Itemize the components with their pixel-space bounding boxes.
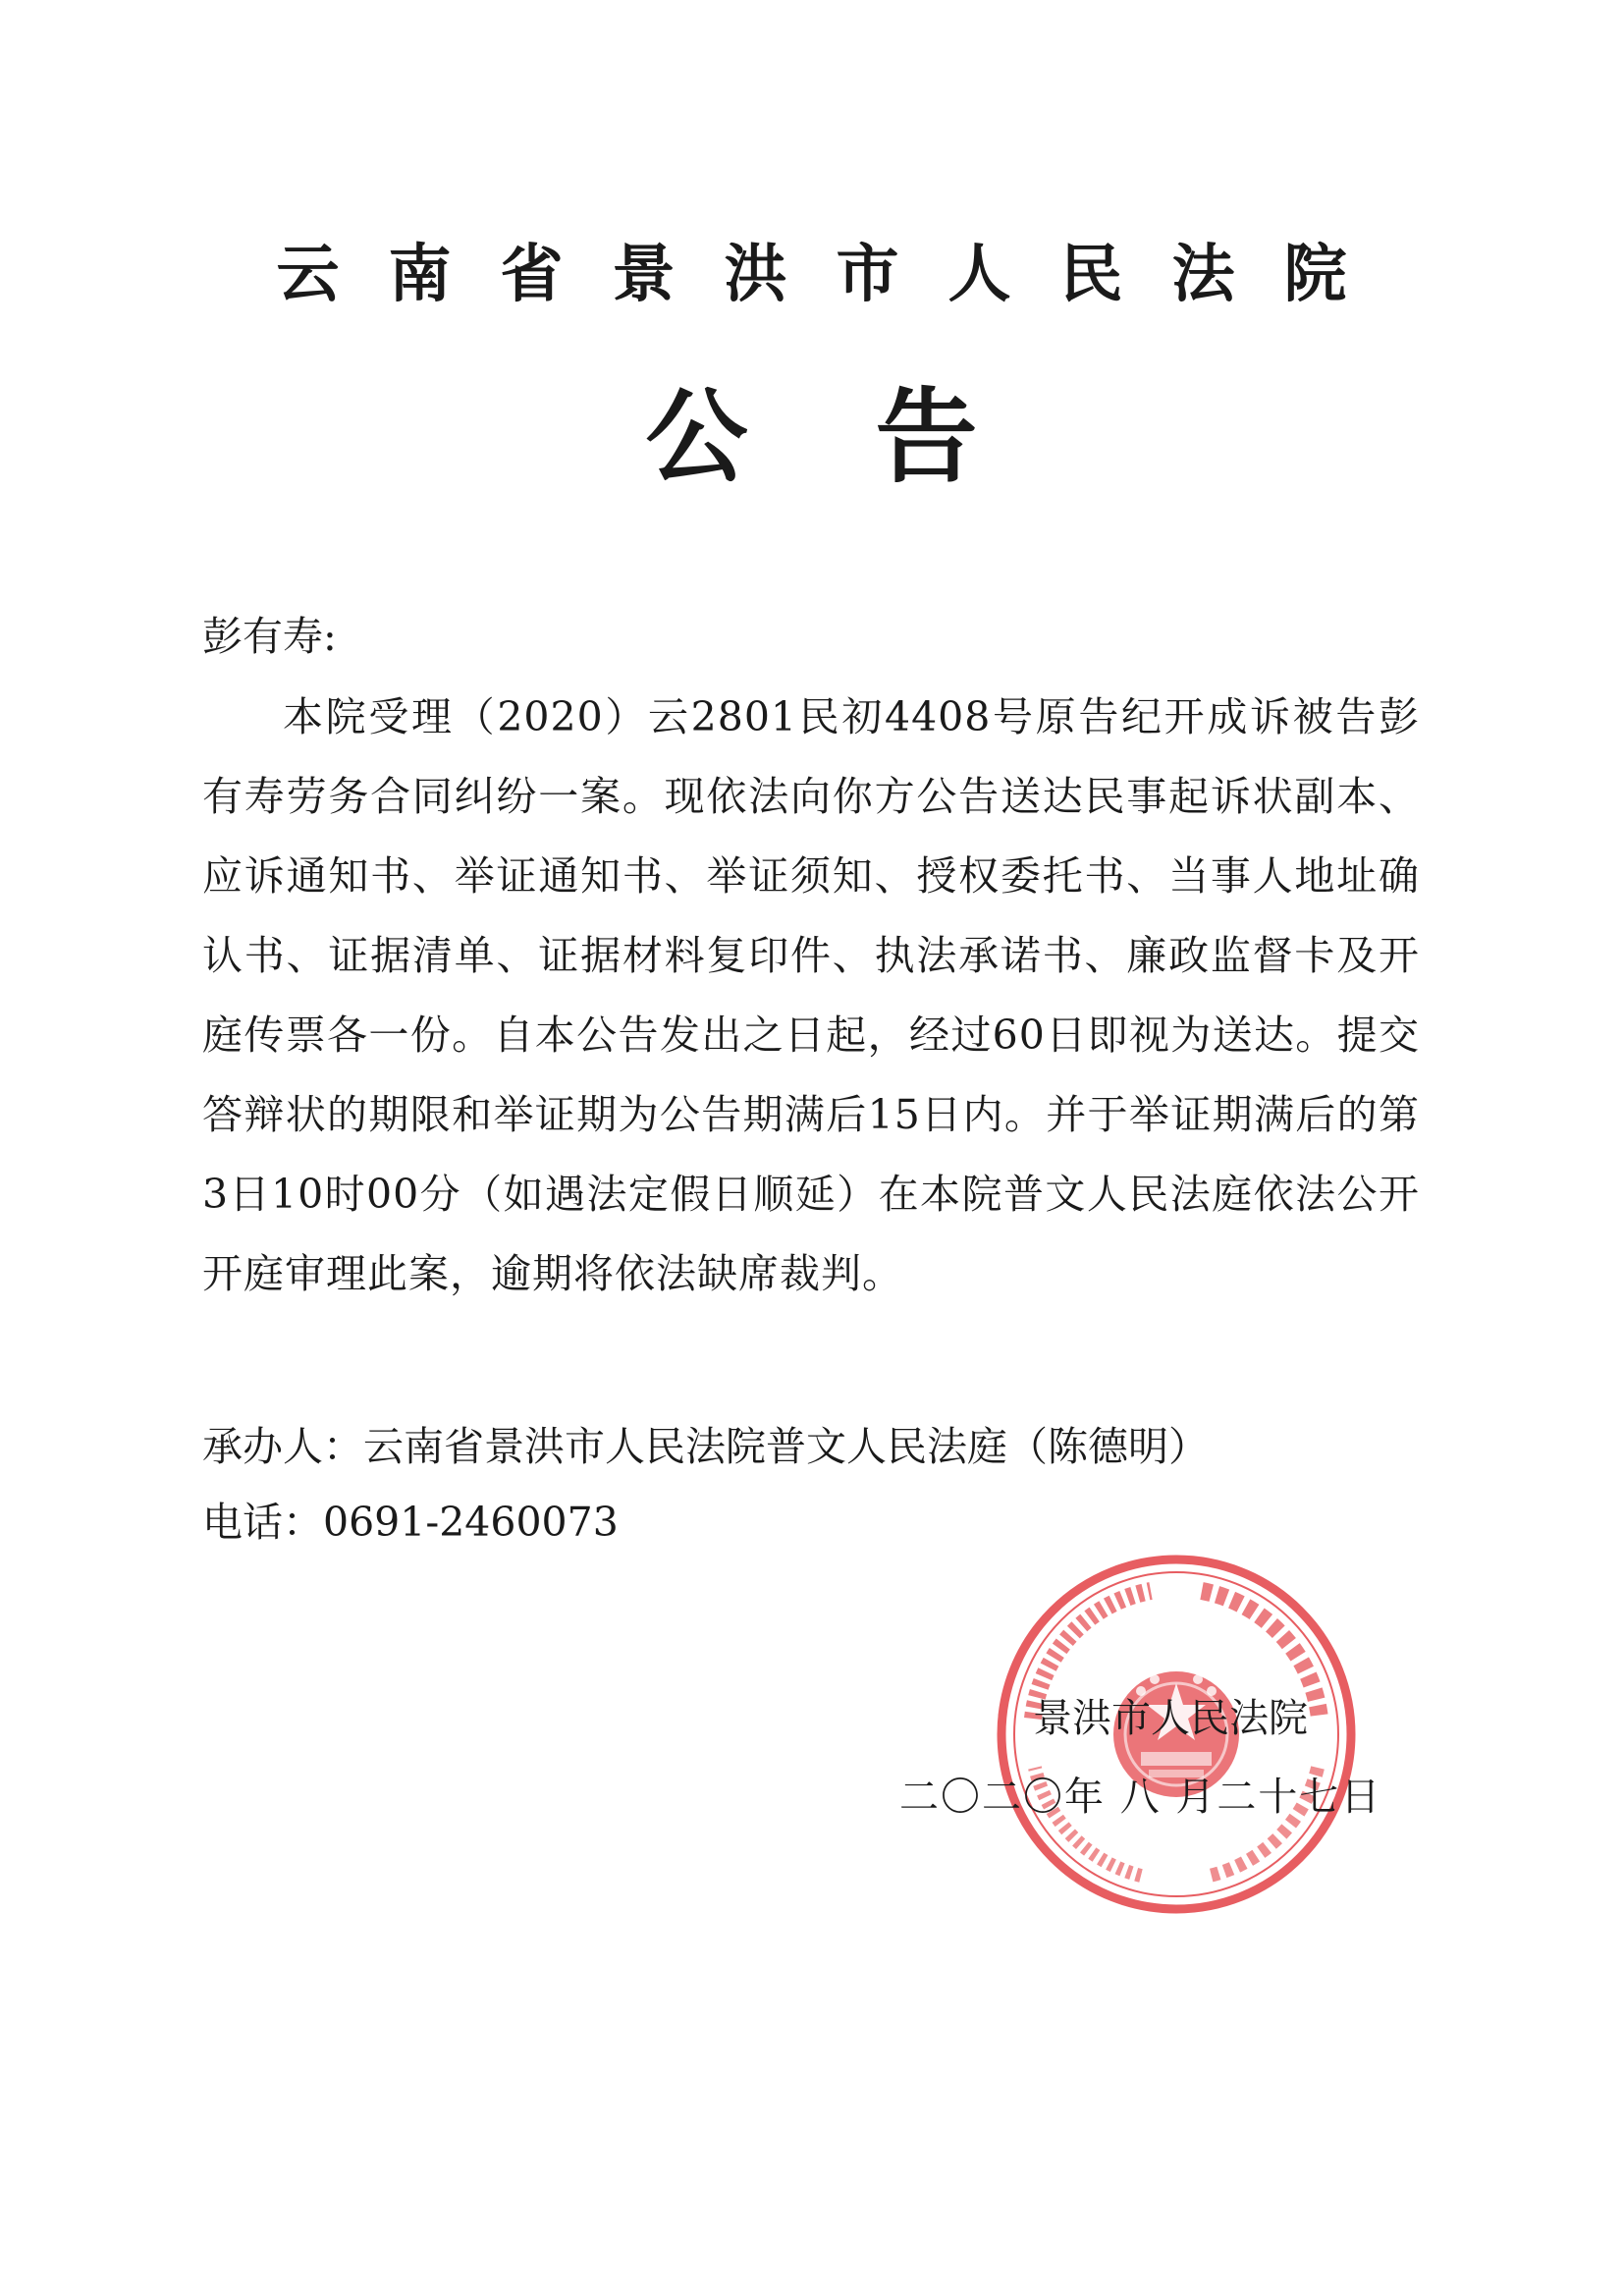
issue-date: 二〇二〇年 八 月二十七日 bbox=[899, 1775, 1382, 1820]
court-name-heading: 云南省景洪市人民法院 bbox=[276, 238, 1396, 311]
addressee: 彭有寿: bbox=[202, 613, 337, 660]
title-char-right: 告 bbox=[875, 376, 978, 497]
phone-line: 电话：0691-2460073 bbox=[202, 1499, 619, 1546]
title-char-left: 公 bbox=[645, 376, 748, 497]
signer-name: 景洪市人民法院 bbox=[1033, 1696, 1308, 1741]
handler-line: 承办人：云南省景洪市人民法院普文人民法庭（陈德明） bbox=[202, 1423, 1209, 1470]
notice-title bbox=[0, 378, 1623, 496]
notice-body: 本院受理（2020）云2801民初4408号原告纪开成诉被告彭有寿劳务合同纠纷一案。现依法向你方公告送达民事起诉状副本、应诉通知书、举证通知书、举证须知、授权委托书、当事人地址确认书、证据清单、证据材料复印件、执法承诺书、廉政监督卡及开庭传票各一份。自本公告发出之日起，经过60日即视为送达。提交答辩状的期限和举证期为公告期满后15日内。并于举证期满后的第3日10时00分（如遇法定假日顺延）在本院普文人民法庭依法公开开庭审理此案，逾期将依法缺席裁判。 bbox=[202, 693, 1420, 1297]
